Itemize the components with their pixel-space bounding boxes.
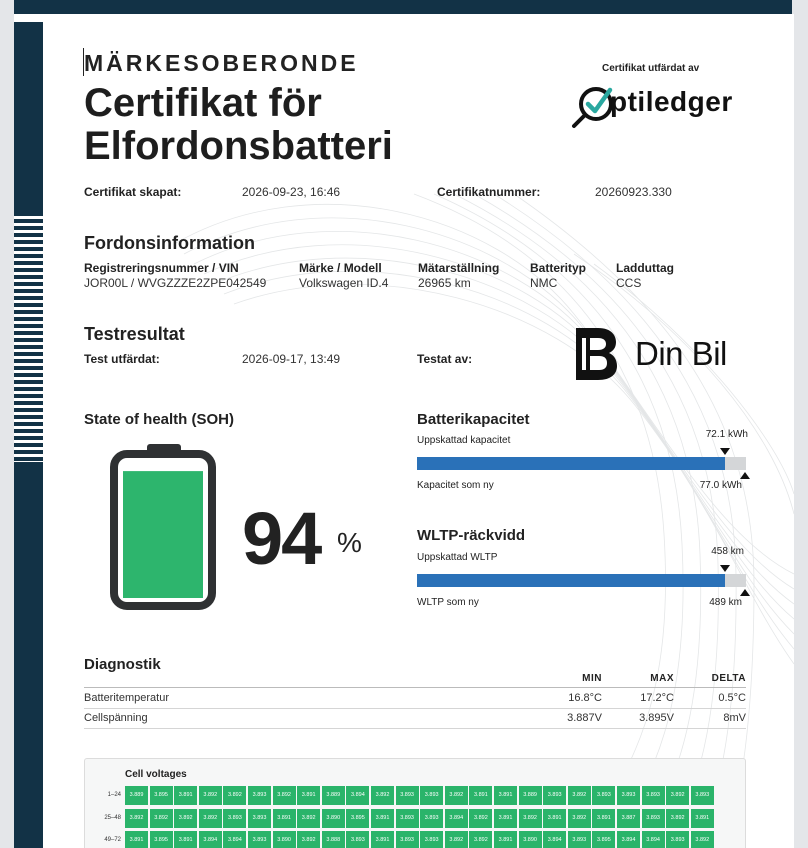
title-line-2: Elfordonsbatteri bbox=[84, 124, 393, 168]
cell-voltage: 3.895 bbox=[150, 786, 173, 805]
cell-voltage: 3.893 bbox=[396, 809, 419, 828]
cell-voltage: 3.893 bbox=[420, 831, 443, 848]
created-value: 2026-09-23, 16:46 bbox=[242, 185, 341, 199]
cell-voltage: 3.894 bbox=[346, 786, 369, 805]
cell-voltage: 3.894 bbox=[642, 831, 665, 848]
diag-col-min: MIN bbox=[582, 673, 602, 684]
cell-voltage: 3.892 bbox=[445, 786, 468, 805]
cell-voltage: 3.891 bbox=[125, 831, 148, 848]
certificate-page bbox=[14, 14, 794, 848]
cell-voltage: 3.888 bbox=[322, 831, 345, 848]
cell-voltage: 3.893 bbox=[642, 786, 665, 805]
cell-voltage: 3.891 bbox=[494, 786, 517, 805]
cell-voltage: 3.895 bbox=[592, 831, 615, 848]
wltp-new-label: WLTP som ny bbox=[417, 597, 479, 608]
cell-voltage: 3.891 bbox=[494, 831, 517, 848]
cell-voltage: 3.893 bbox=[396, 786, 419, 805]
cell-voltage: 3.893 bbox=[617, 786, 640, 805]
diag-row-volt-max: 3.895V bbox=[639, 712, 674, 724]
wltp-estimated-label: Uppskattad WLTP bbox=[417, 552, 498, 563]
wltp-bar bbox=[417, 574, 746, 587]
odometer-label: Mätarställning bbox=[418, 261, 500, 275]
soh-unit: % bbox=[337, 527, 362, 558]
cell-voltage: 3.895 bbox=[346, 809, 369, 828]
diagnostics-heading: Diagnostik bbox=[84, 656, 161, 673]
soh-heading: State of health (SOH) bbox=[84, 411, 235, 428]
capacity-new-marker bbox=[740, 472, 750, 479]
page-title bbox=[84, 82, 393, 168]
charge-port-label: Ladduttag bbox=[616, 261, 674, 275]
cell-voltage: 3.891 bbox=[273, 809, 296, 828]
cell-voltage: 3.893 bbox=[420, 786, 443, 805]
cell-voltage: 3.893 bbox=[396, 831, 419, 848]
diag-row-temp-delta: 0.5°C bbox=[718, 692, 746, 704]
test-issued-value: 2026-09-17, 13:49 bbox=[242, 352, 341, 366]
diag-row-temp-name: Batteritemperatur bbox=[84, 692, 169, 704]
cell-voltage: 3.893 bbox=[691, 786, 714, 805]
din-bil-logo-icon bbox=[576, 328, 618, 380]
capacity-estimated-value: 72.1 kWh bbox=[705, 429, 748, 440]
diag-col-delta: DELTA bbox=[711, 673, 746, 684]
test-issued-label: Test utfärdat: bbox=[84, 352, 160, 366]
eyebrow-label: MÄRKESOBERONDE bbox=[84, 50, 359, 76]
diag-row-volt-name: Cellspänning bbox=[84, 712, 148, 724]
cell-voltage: 3.892 bbox=[297, 809, 320, 828]
cell-voltage: 3.892 bbox=[666, 809, 689, 828]
wltp-estimated-value: 458 km bbox=[711, 546, 744, 557]
wltp-heading: WLTP-räckvidd bbox=[417, 527, 526, 544]
certificate-number-value: 20260923.330 bbox=[595, 185, 672, 199]
cell-voltage: 3.891 bbox=[494, 809, 517, 828]
cell-voltage: 3.892 bbox=[568, 809, 591, 828]
cell-voltage: 3.889 bbox=[125, 786, 148, 805]
cell-voltage: 3.890 bbox=[322, 809, 345, 828]
cell-voltage: 3.889 bbox=[519, 786, 542, 805]
wltp-estimated-marker bbox=[720, 565, 730, 572]
cell-voltage: 3.891 bbox=[371, 809, 394, 828]
tested-by-label: Testat av: bbox=[417, 352, 473, 366]
cell-voltage: 3.891 bbox=[174, 786, 197, 805]
diag-row-volt-delta: 8mV bbox=[723, 712, 746, 724]
diag-header-rule bbox=[84, 687, 746, 688]
cell-row-label: 25–48 bbox=[104, 814, 121, 821]
cell-voltage: 3.892 bbox=[273, 786, 296, 805]
battery-fill bbox=[123, 471, 203, 598]
make-model-value: Volkswagen ID.4 bbox=[299, 276, 389, 290]
wltp-bar-fill bbox=[417, 574, 725, 587]
diag-col-max: MAX bbox=[650, 673, 674, 684]
din-bil-logo-text: Din Bil bbox=[635, 335, 727, 372]
cell-voltages-panel bbox=[84, 758, 746, 848]
cell-voltage: 3.891 bbox=[174, 831, 197, 848]
cell-voltage: 3.893 bbox=[420, 809, 443, 828]
battery-icon bbox=[110, 444, 216, 610]
cell-voltage: 3.893 bbox=[248, 831, 271, 848]
cell-voltage: 3.894 bbox=[445, 809, 468, 828]
cell-voltage: 3.892 bbox=[223, 786, 246, 805]
side-band-stripes bbox=[14, 212, 43, 462]
cell-voltage: 3.892 bbox=[199, 786, 222, 805]
cell-voltage: 3.894 bbox=[543, 831, 566, 848]
cell-voltage: 3.891 bbox=[592, 809, 615, 828]
vin-value: JOR00L / WVGZZZE2ZPE042549 bbox=[84, 276, 267, 290]
title-line-1: Certifikat för bbox=[84, 81, 322, 125]
soh-value: 94 bbox=[242, 497, 321, 580]
cell-voltage: 3.892 bbox=[666, 786, 689, 805]
cell-voltage: 3.894 bbox=[617, 831, 640, 848]
cell-voltage: 3.892 bbox=[469, 809, 492, 828]
wltp-new-value: 489 km bbox=[709, 597, 742, 608]
capacity-heading: Batterikapacitet bbox=[417, 411, 530, 428]
cell-voltage: 3.892 bbox=[371, 786, 394, 805]
cell-voltage: 3.894 bbox=[199, 831, 222, 848]
cell-voltage: 3.887 bbox=[617, 809, 640, 828]
cell-voltage: 3.889 bbox=[322, 786, 345, 805]
cell-voltage: 3.892 bbox=[691, 831, 714, 848]
cell-voltage: 3.893 bbox=[666, 831, 689, 848]
wltp-new-marker bbox=[740, 589, 750, 596]
cell-voltage: 3.890 bbox=[273, 831, 296, 848]
optiledger-logo-text: ptiledger bbox=[610, 86, 733, 117]
diag-row-rule-2 bbox=[84, 728, 746, 729]
capacity-estimated-marker bbox=[720, 448, 730, 455]
cell-voltage: 3.892 bbox=[519, 809, 542, 828]
cell-voltage: 3.893 bbox=[223, 809, 246, 828]
cell-voltage: 3.893 bbox=[248, 786, 271, 805]
diag-row-temp-max: 17.2°C bbox=[640, 692, 674, 704]
cell-voltage: 3.893 bbox=[543, 786, 566, 805]
cell-voltage: 3.895 bbox=[150, 831, 173, 848]
capacity-new-value: 77.0 kWh bbox=[699, 480, 742, 491]
side-band-top bbox=[14, 22, 43, 212]
cell-voltage: 3.892 bbox=[469, 831, 492, 848]
cell-row-label: 49–72 bbox=[104, 837, 121, 843]
cell-voltage: 3.892 bbox=[150, 809, 173, 828]
cell-voltage: 3.892 bbox=[445, 831, 468, 848]
cell-voltage: 3.892 bbox=[199, 809, 222, 828]
cell-voltage: 3.891 bbox=[543, 809, 566, 828]
cell-voltage: 3.893 bbox=[248, 809, 271, 828]
cell-voltage: 3.891 bbox=[297, 786, 320, 805]
cell-voltage: 3.893 bbox=[568, 831, 591, 848]
cell-voltage: 3.890 bbox=[519, 831, 542, 848]
diag-row-rule bbox=[84, 708, 746, 709]
odometer-value: 26965 km bbox=[418, 276, 471, 290]
issued-by-label: Certifikat utfärdat av bbox=[602, 63, 700, 74]
cell-voltage: 3.892 bbox=[568, 786, 591, 805]
vin-label: Registreringsnummer / VIN bbox=[84, 261, 239, 275]
side-band-bottom bbox=[14, 462, 43, 848]
cell-row-label: 1–24 bbox=[107, 792, 121, 798]
diag-row-volt-min: 3.887V bbox=[567, 712, 602, 724]
cell-voltage: 3.892 bbox=[297, 831, 320, 848]
battery-type-value: NMC bbox=[530, 276, 558, 290]
cell-voltage: 3.892 bbox=[125, 809, 148, 828]
vehicle-heading: Fordonsinformation bbox=[84, 233, 255, 253]
cell-voltage: 3.891 bbox=[691, 809, 714, 828]
capacity-new-label: Kapacitet som ny bbox=[417, 480, 494, 491]
top-bar bbox=[14, 0, 792, 14]
make-model-label: Märke / Modell bbox=[299, 261, 382, 275]
cell-voltage: 3.891 bbox=[469, 786, 492, 805]
capacity-bar-fill bbox=[417, 457, 725, 470]
created-label: Certifikat skapat: bbox=[84, 185, 182, 199]
charge-port-value: CCS bbox=[616, 276, 642, 290]
capacity-bar bbox=[417, 457, 746, 470]
cell-voltage: 3.893 bbox=[592, 786, 615, 805]
cell-voltage: 3.893 bbox=[642, 809, 665, 828]
cell-voltages-title: Cell voltages bbox=[125, 769, 187, 780]
test-heading: Testresultat bbox=[84, 324, 185, 344]
certificate-number-label: Certifikatnummer: bbox=[437, 185, 541, 199]
diag-row-temp-min: 16.8°C bbox=[568, 692, 602, 704]
cell-voltage: 3.893 bbox=[346, 831, 369, 848]
cell-voltage: 3.894 bbox=[223, 831, 246, 848]
capacity-estimated-label: Uppskattad kapacitet bbox=[417, 435, 511, 446]
cell-voltage: 3.891 bbox=[371, 831, 394, 848]
cell-voltage: 3.892 bbox=[174, 809, 197, 828]
battery-type-label: Batterityp bbox=[530, 261, 587, 275]
